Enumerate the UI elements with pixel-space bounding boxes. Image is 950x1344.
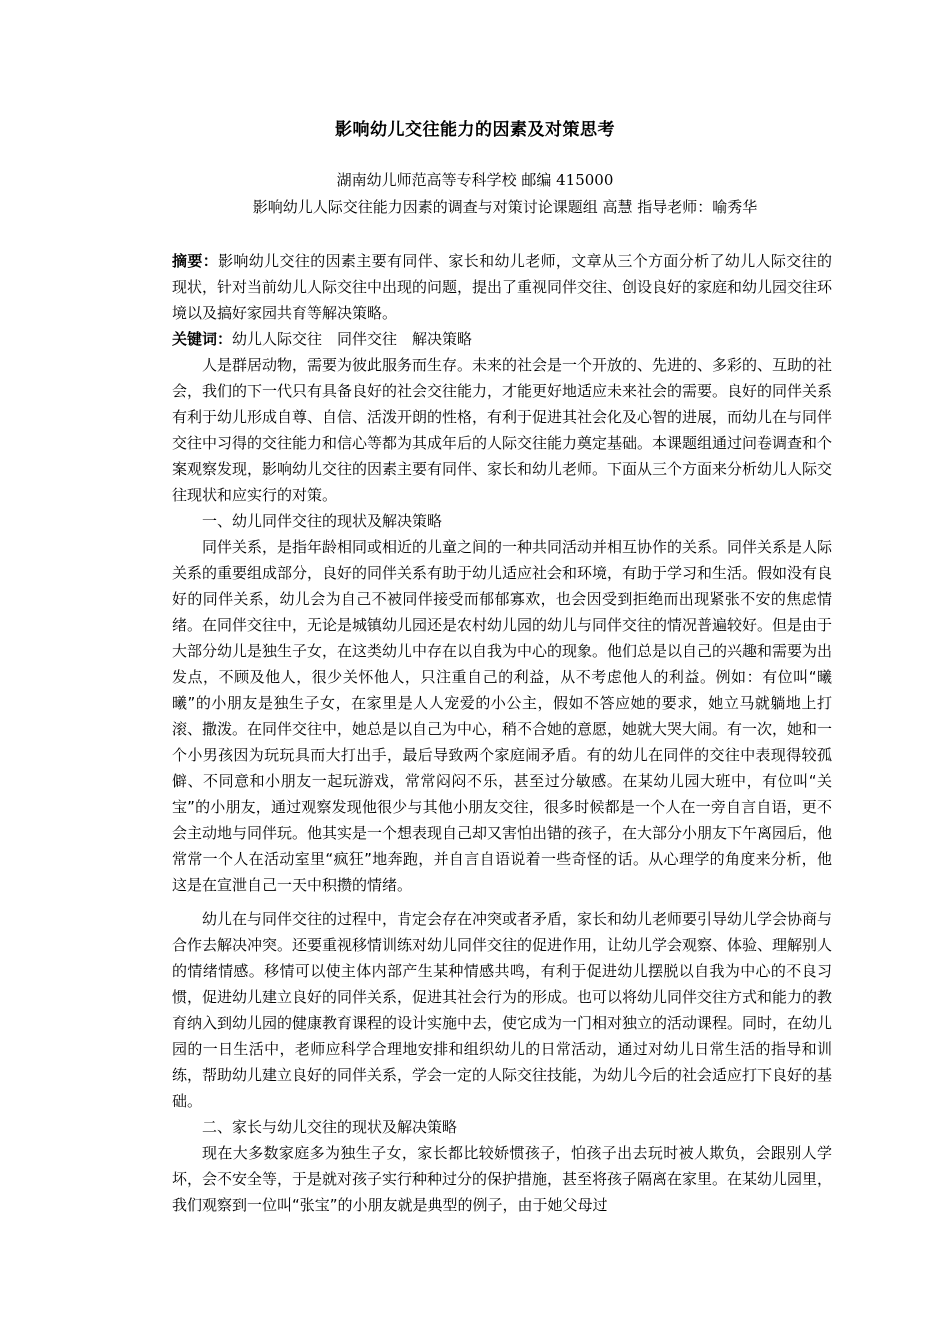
keywords-label: 关键词： — [172, 330, 233, 348]
abstract-text: 影响幼儿交往的因素主要有同伴、家长和幼儿老师，文章从三个方面分析了幼儿人际交往的现状，针对当前幼儿人际交往中出现的问题，提出了重视同伴交往、创设良好的家庭和幼儿园交往环境以及搞好家园共育等解决策略。 — [172, 252, 833, 322]
authors-line: 影响幼儿人际交往能力因素的调查与对策讨论课题组 高慧 指导老师：喻秀华 — [252, 198, 758, 216]
section-1-paragraph-2: 幼儿在与同伴交往的过程中，肯定会存在冲突或者矛盾，家长和幼儿老师要引导幼儿学会协商与合作去解决冲突。还要重视移情训练对幼儿同伴交往的促进作用，让幼儿学会观察、体验、理解别人的情绪情感。移情可以使主体内部产生某种情感共鸣，有利于促进幼儿摆脱以自我为中心的不良习惯，促进幼儿建立良好的同伴关系，促进其社会行为的形成。也可以将幼儿同伴交往方式和能力的教育纳入到幼儿园的健康教育课程的设计实施中去，使它成为一门相对独立的活动课程。同时，在幼儿园的一日生活中，老师应科学合理地安排和组织幼儿的日常活动，通过对幼儿日常生活的指导和训练，帮助幼儿建立良好的同伴关系，学会一定的人际交往技能，为幼儿今后的社会适应打下良好的基础。 — [172, 910, 833, 1110]
abstract — [172, 248, 832, 326]
section-1-heading: 一、幼儿同伴交往的现状及解决策略 — [202, 512, 443, 530]
section-1-paragraph-1: 同伴关系，是指年龄相同或相近的儿童之间的一种共同活动并相互协作的关系。同伴关系是人际关系的重要组成部分，良好的同伴关系有助于幼儿适应社会和环境，有助于学习和生活。假如没有良好的同伴关系，幼儿会为自己不被同伴接受而郁郁寡欢，也会因受到拒绝而出现紧张不安的焦虑情绪。在同伴交往中，无论是城镇幼儿园还是农村幼儿园的幼儿与同伴交往的情况普遍较好。但是由于大部分幼儿是独生子女，在这类幼儿中存在以自我为中心的现象。他们总是以自己的兴趣和需要为出发点，不顾及他人，很少关怀他人，只注重自己的利益，从不考虑他人的利益。例如：有位叫“曦曦”的小朋友是独生子女，在家里是人人宠爱的小公主，假如不答应她的要求，她立马就躺地上打滚、撒泼。在同伴交往中，她总是以自己为中心，稍不合她的意愿，她就大哭大闹。有一次，她和一个小男孩因为玩玩具而大打出手，最后导致两个家庭闹矛盾。有的幼儿在同伴的交往中表现得较孤僻、不同意和小朋友一起玩游戏，常常闷闷不乐，甚至过分敏感。在某幼儿园大班中，有位叫“关宝”的小朋友，通过观察发现他很少与其他小朋友交往，很多时候都是一个人在一旁自言自语，更不会主动地与同伴玩。他其实是一个想表现自己却又害怕出错的孩子，在大部分小朋友下午离园后，他常常一个人在活动室里“疯狂”地奔跑，并自言自语说着一些奇怪的话。从心理学的角度来分析，他这是在宣泄自己一天中积攒的情绪。 — [172, 538, 833, 894]
section-2-heading: 二、家长与幼儿交往的现状及解决策略 — [202, 1118, 458, 1136]
keywords-text: 幼儿人际交往 同伴交往 解决策略 — [232, 330, 473, 348]
intro-paragraph: 人是群居动物，需要为彼此服务而生存。未来的社会是一个开放的、先进的、多彩的、互助的社会，我们的下一代只有具备良好的社会交往能力，才能更好地适应未来社会的需要。良好的同伴关系有利于幼儿形成自尊、自信、活泼开朗的性格，有利于促进其社会化及心智的进展，而幼儿在与同伴交往中习得的交往能力和信心等都为其成年后的人际交往能力奠定基础。本课题组通过问卷调查和个案观察发现，影响幼儿交往的因素主要有同伴、家长和幼儿老师。下面从三个方面来分析幼儿人际交往现状和应实行的对策。 — [172, 356, 833, 504]
affiliation-line: 湖南幼儿师范高等专科学校 邮编 415000 — [336, 171, 614, 189]
article-body — [172, 248, 832, 1218]
abstract-label: 摘要： — [172, 252, 219, 270]
document-title: 影响幼儿交往能力的因素及对策思考 — [335, 120, 615, 140]
section-2-paragraph-1: 现在大多数家庭多为独生子女，家长都比较娇惯孩子，怕孩子出去玩时被人欺负，会跟别人学坏，会不安全等，于是就对孩子实行种种过分的保护措施，甚至将孩子隔离在家里。在某幼儿园里，我们观察到一位叫“张宝”的小朋友就是典型的例子，由于她父母过 — [172, 1144, 833, 1214]
keywords — [172, 326, 832, 352]
